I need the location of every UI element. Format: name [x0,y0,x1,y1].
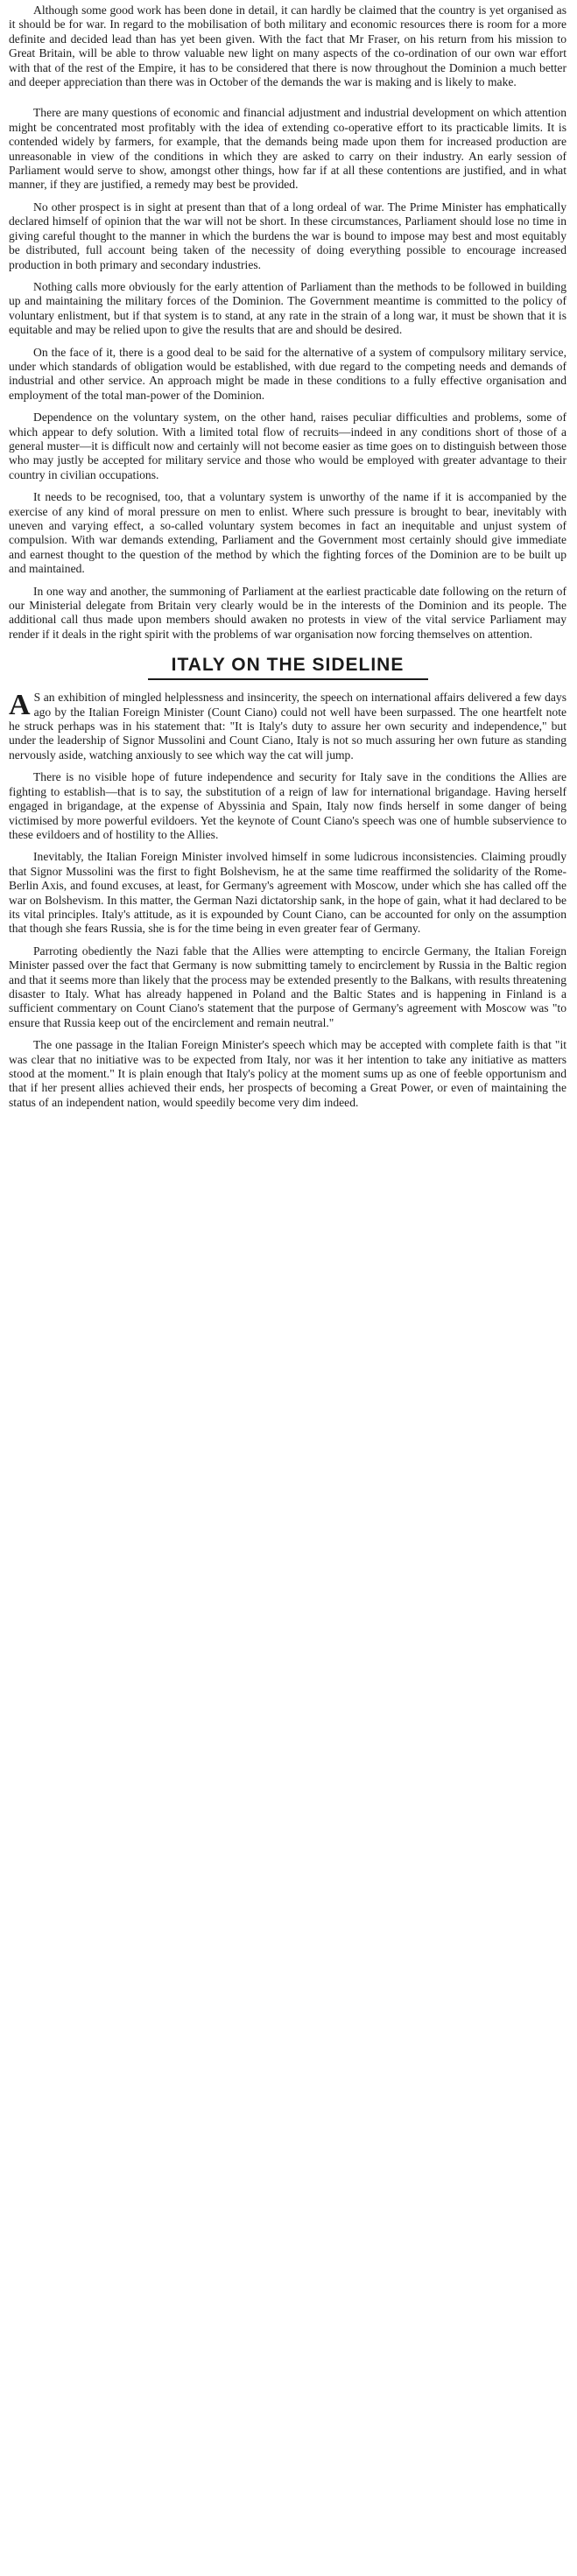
paragraph: Parroting obediently the Nazi fable that the Allies were attempting to encircle Germany, the Italian Foreign Minister passed over the fact that Germany is now submitting tamely to encirclement by Russia in the Baltic region and that it seems more than likely that the process may be extended presently to the Balkans, with results threatening disaster to Italy. What has already happened in Poland and the Baltic States and is happening in Finland is a sufficient commentary on Count Ciano's statement that the purpose of Germany's agreement with Moscow was "to ensure that Russia keep out of the encirclement and remain neutral." [9,944,566,1029]
drop-cap: A [9,689,31,722]
paragraph: Dependence on the voluntary system, on the other hand, raises peculiar difficulties and problems, some of which appear to defy solution. With a limited total flow of recruits—indeed in any conditions short of those of a general muster—it is difficult now and certainly will not become easier as time goes on to distinguish between those who may justly be accepted for military service and those who would be employed with greater advantage to their country in civilian occupations. [9,411,566,481]
paragraph: There are many questions of economic and financial adjustment and industrial development on which attention might be concentrated most profitably with the idea of extending co-operative effort to its practicable limits. It is contended widely by farmers, for example, that the demands being made upon them for increased production are unreasonable in view of the conditions in which they are asked to carry on their industry. An early session of Parliament would serve to show, amongst other things, how far if at all these contentions are justified, and in what manner, if they are justified, a remedy may best be provided. [9,106,566,192]
headline-underline [148,678,428,680]
paragraph: The one passage in the Italian Foreign Minister's speech which may be accepted with complete faith is that "it was clear that no initiative was to be expected from Italy, nor was it her intention to take any initiative as matters stood at the moment." It is plain enough that Italy's policy at the moment sums up as one of feeble opportunism and that if her present allies achieved their ends, her prospects of becoming a Great Power, or even of maintaining the status of an independent nation, would speedily become very dim indeed. [9,1038,566,1109]
spacer [9,97,566,106]
lead-paragraph-text: S an exhibition of mingled helplessness and insincerity, the speech on international affairs delivered a few days ago by the Italian Foreign Minister (Count Ciano) could not well have been surpassed. The one heartfelt note he struck perhaps was in his statement that: "It is Italy's duty to assure her own security and independence," but under the leadership of Signor Mussolini and Count Ciano, Italy is not so much assuring her own future as standing nervously aside, watching anxiously to see which way the cat will jump. [9,691,566,762]
paragraph: Although some good work has been done in detail, it can hardly be claimed that the country is yet organised as it should be for war. In regard to the mobilisation of both military and economic resources there is room for a more definite and decided lead than has yet been given. With the fact that Mr Fraser, on his return from his mission to Great Britain, will be able to throw valuable new light on many aspects of the co-ordination of our own war effort with that of the rest of the Empire, it has to be considered that there is now throughout the Dominion a much better and deeper appreciation than there was in October of the demands the war is making and is likely to make. [9,4,566,89]
article-editorial [9,4,566,642]
paragraph: In one way and another, the summoning of Parliament at the earliest practicable date following on the return of our Ministerial delegate from Britain very clearly would be in the interests of the Dominion and its people. The additional call thus made upon members should awaken no protests in view of the vital service Parliament may render if it deals in the right spirit with the problems of war organisation now forcing themselves on attention. [9,584,566,641]
paragraph: No other prospect is in sight at present than that of a long ordeal of war. The Prime Minister has emphatically declared himself of opinion that the war will not be short. In these circumstances, Parliament should lose no time in giving careful thought to the manner in which the burdens the war is bound to impose may best and most equitably be distributed, full account being taken of the necessity of doing everything possible to encourage increased production in both primary and secondary industries. [9,200,566,271]
paragraph: It needs to be recognised, too, that a voluntary system is unworthy of the name if it is accompanied by the exercise of any kind of moral pressure on men to enlist. Where such pressure is brought to bear, inevitably with uneven and varying effect, a so-called voluntary system becomes in fact an inequitable and unjust system of compulsion. With war demands extending, Parliament and the Government most certainly should give immediate and earnest thought to the question of the method by which the fighting forces of the Dominion are to be built up and maintained. [9,490,566,576]
headline-text: ITALY ON THE SIDELINE [171,655,405,676]
article-italy [9,691,566,1110]
paragraph: There is no visible hope of future independence and security for Italy save in the conditions the Allies are fighting to establish—that is to say, the substitution of a reign of law for international brigandage. Having herself engaged in brigandage, at the expense of Abyssinia and Spain, Italy now finds herself in some danger of being victimised by more powerful evildoers. Yet the keynote of Count Ciano's speech was one of humble subservience to these evildoers and of hostility to the Allies. [9,770,566,841]
paragraph: Inevitably, the Italian Foreign Minister involved himself in some ludicrous inconsistencies. Claiming proudly that Signor Mussolini was the first to fight Bolshevism, he at the same time reaffirmed the solidarity of the Rome-Berlin Axis, and found excuses, at least, for Germany's agreement with Moscow, under which she has called off the war on Bolshevism. In this matter, the German Nazi dictatorship sank, in the hope of gain, what it had declared to be its vital principles. Italy's attitude, as it is expounded by Count Ciano, can be accounted for only on the assumption that though she fears Russia, she is for the time being in even greater fear of Germany. [9,850,566,936]
paragraph: On the face of it, there is a good deal to be said for the alternative of a system of compulsory military service, under which standards of obligation would be established, with due regard to the competing needs and demands of industrial and other service. An approach might be made in these conditions to a fully effective organisation and employment of the total man-power of the Dominion. [9,345,566,402]
article-headline [9,654,566,680]
paragraph: Nothing calls more obviously for the early attention of Parliament than the methods to be followed in building up and maintaining the military forces of the Dominion. The Government meantime is committed to the policy of voluntary enlistment, but if that system is to stand, at any rate in the strain of a long war, it must be shown that it is equitable and may be relied upon to give the results that are and should be desired. [9,279,566,337]
lead-paragraph [9,691,566,762]
